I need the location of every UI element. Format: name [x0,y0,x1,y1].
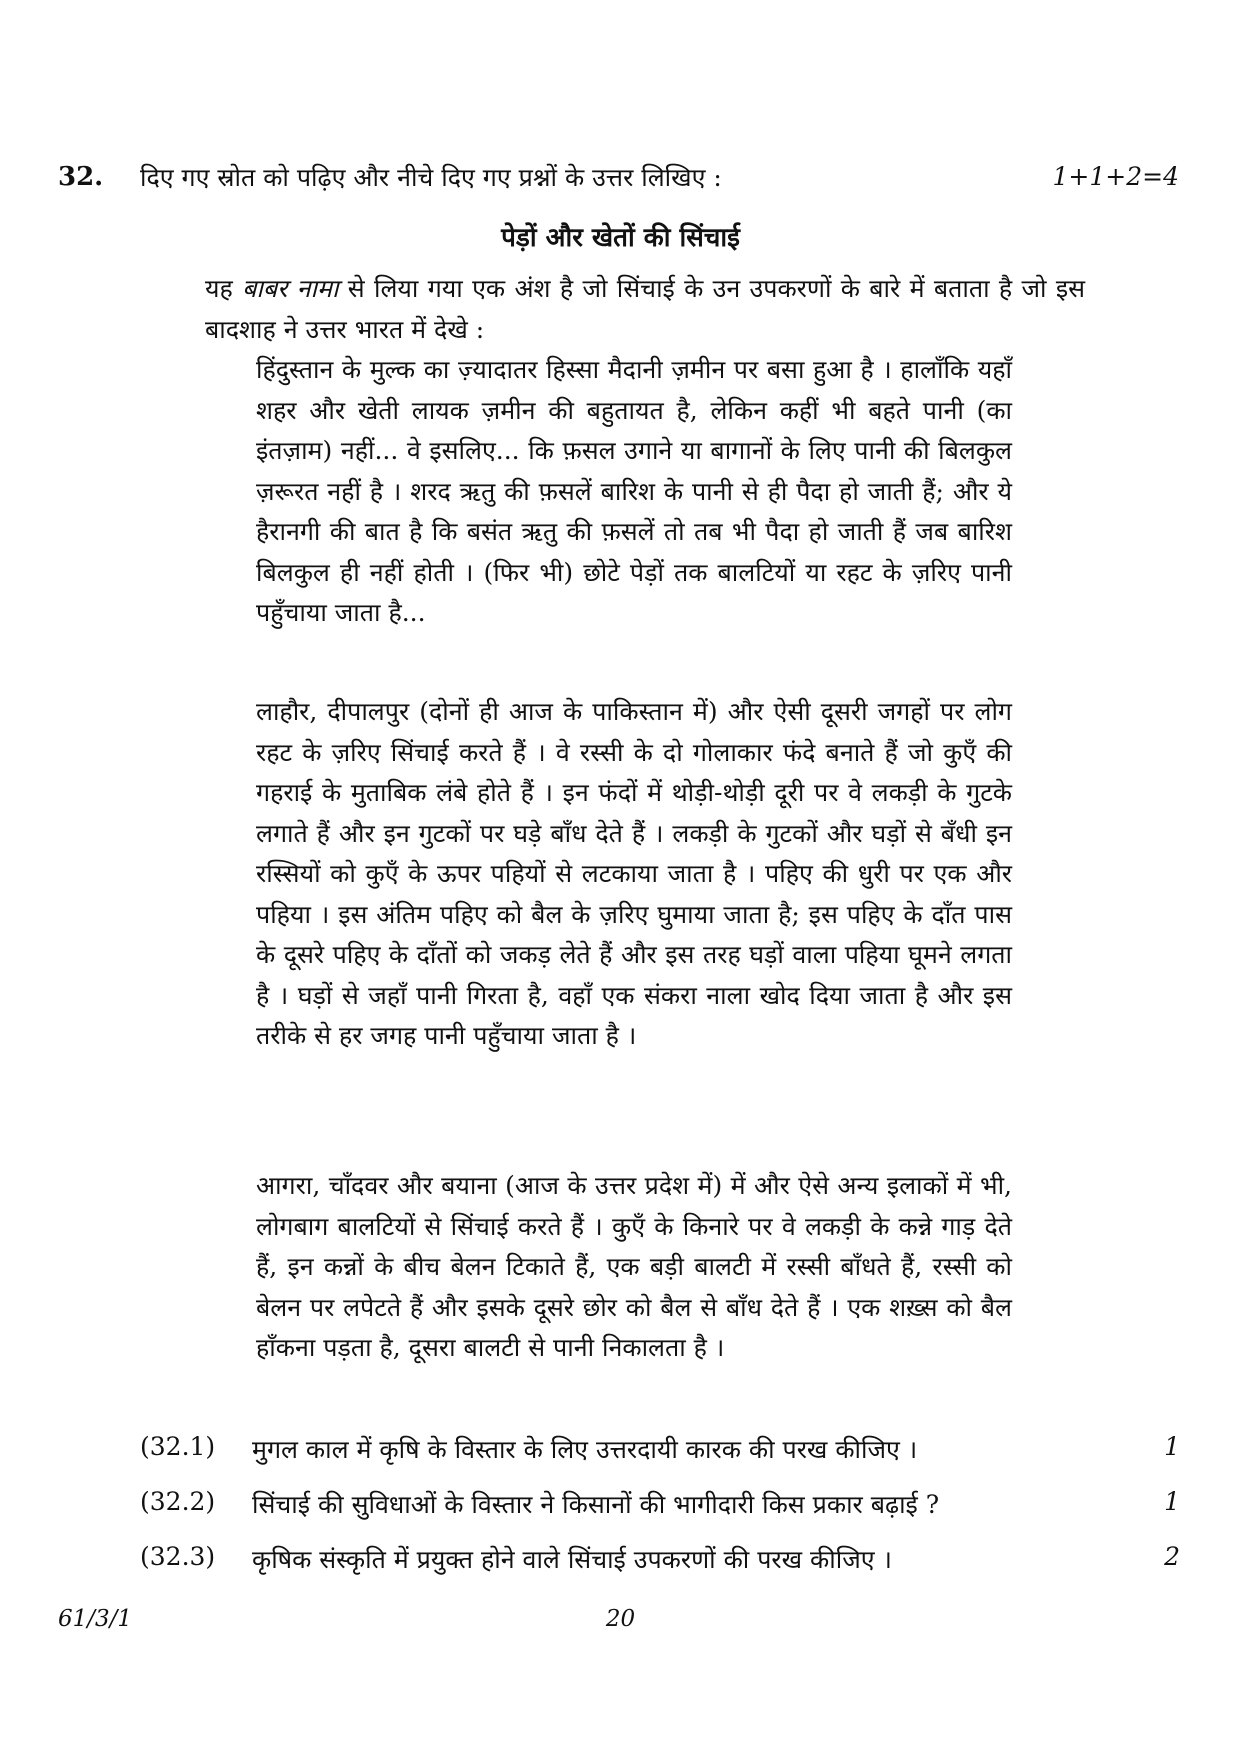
subquestion-text: कृषिक संस्कृति में प्रयुक्त होने वाले सिंचाई उपकरणों की परख कीजिए । [252,1545,892,1574]
page-number: 20 [605,1606,636,1632]
book-title: बाबर नामा [242,274,339,303]
intro-text-start: यह [205,274,243,303]
source-intro [205,268,1085,350]
subquestion-marks: 1 [1164,1432,1180,1461]
question-marks: 1+1+2=4 [1052,162,1179,191]
passage-paragraph-2: लाहौर, दीपालपुर (दोनों ही आज के पाकिस्तान में) और ऐसी दूसरी जगहों पर लोग रहट के ज़रिए सिंचाई करते हैं । वे रस्सी के दो गोलाकार फंदे बनाते हैं जो कुएँ की गहराई के मुताबिक लंबे होते हैं । इन फंदों में थोड़ी-थोड़ी दूरी पर वे लकड़ी के गुटके लगाते हैं और इन गुटकों पर घड़े बाँध देते हैं । लकड़ी के गुटकों और घड़ों से बँधी इन रस्सियों को कुएँ के ऊपर पहियों से लटकाया जाता है । पहिए की धुरी पर एक और पहिया । इस अंतिम पहिए को बैल के ज़रिए घुमाया जाता है; इस पहिए के दाँत पास के दूसरे पहिए के दाँतों को जकड़ लेते हैं और इस तरह घड़ों वाला पहिया घूमने लगता है । घड़ों से जहाँ पानी गिरता है, वहाँ एक संकरा नाला खोद दिया जाता है और इस तरीके से हर जगह पानी पहुँचाया जाता है । [256,697,1012,1050]
subquestion-marks: 2 [1164,1542,1180,1571]
passage-paragraph-3: आगरा, चाँदवर और बयाना (आज के उत्तर प्रदेश में) में और ऐसे अन्य इलाकों में भी, लोगबाग बालटियों से सिंचाई करते हैं । कुएँ के किनारे पर वे लकड़ी के कन्ने गाड़ देते हैं, इन कन्नों के बीच बेलन टिकाते हैं, एक बड़ी बालटी में रस्सी बाँधते हैं, रस्सी को बेलन पर लपेटते हैं और इसके दूसरे छोर को बैल से बाँध देते हैं । एक शख़्स को बैल हाँकना पड़ता है, दूसरा बालटी से पानी निकालता है । [256,1171,1012,1362]
source-title: पेड़ों और खेतों की सिंचाई [501,223,740,253]
subquestion-marks: 1 [1164,1487,1180,1516]
passage-paragraph-1: हिंदुस्तान के मुल्क का ज़्यादातर हिस्सा मैदानी ज़मीन पर बसा हुआ है । हालाँकि यहाँ शहर और खेती लायक ज़मीन की बहुतायत है, लेकिन कहीं भी बहते पानी (का इंतज़ाम) नहीं... वे इसलिए... कि फ़सल उगाने या बागानों के लिए पानी की बिलकुल ज़रूरत नहीं है । शरद ऋतु की फ़सलें बारिश के पानी से ही पैदा हो जाती हैं; और ये हैरानगी की बात है कि बसंत ऋतु की फ़सलें तो तब भी पैदा हो जाती हैं जब बारिश बिलकुल ही नहीं होती । (फिर भी) छोटे पेड़ों तक बालटियों या रहट के ज़रिए पानी पहुँचाया जाता है... [256,355,1012,627]
subquestion-number: (32.3) [140,1542,216,1571]
question-number: 32. [58,162,104,192]
question-instruction: दिए गए स्रोत को पढ़िए और नीचे दिए गए प्रश्नों के उत्तर लिखिए : [140,163,722,192]
paper-code: 61/3/1 [58,1606,133,1632]
subquestion-text: मुगल काल में कृषि के विस्तार के लिए उत्तरदायी कारक की परख कीजिए । [252,1435,918,1464]
intro-text-end: से लिया गया एक अंश है जो सिंचाई के उन उपकरणों के बारे में बताता है जो इस बादशाह ने उत्तर भारत में देखे : [205,274,1085,344]
subquestion-number: (32.1) [140,1432,216,1461]
subquestion-number: (32.2) [140,1487,216,1516]
subquestion-text: सिंचाई की सुविधाओं के विस्तार ने किसानों की भागीदारी किस प्रकार बढ़ाई ? [252,1490,940,1519]
